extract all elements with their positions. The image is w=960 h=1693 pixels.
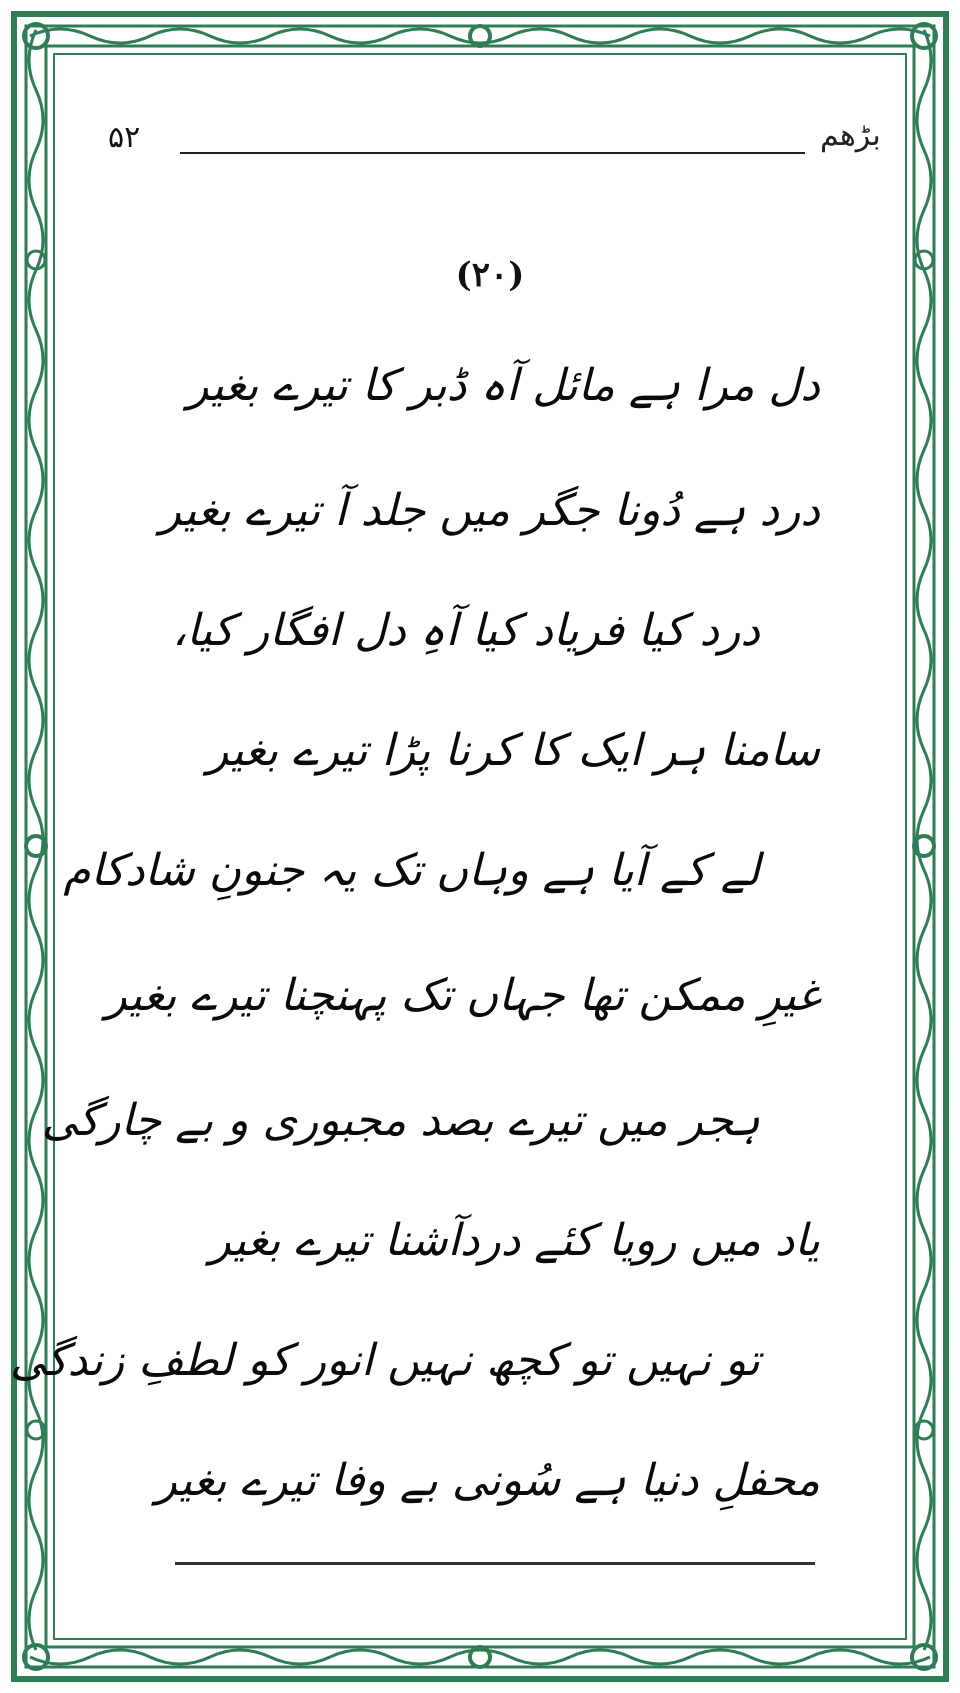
- verse-line-6: غیرِ ممکن تھا جہاں تک پہنچنا تیرے بغیر: [105, 970, 820, 1021]
- page-number: ۵۲: [108, 120, 141, 155]
- poem-number: (۲۰): [455, 255, 525, 295]
- footer-rule: [175, 1562, 815, 1565]
- verse-line-9: تو نہیں تو کچھ نہیں انور کو لطفِ زندگی: [10, 1335, 760, 1386]
- verse-line-4: سامنا ہر ایک کا کرنا پڑا تیرے بغیر: [207, 725, 820, 776]
- verse-line-2: درد ہے دُونا جگر میں جلد آ تیرے بغیر: [159, 485, 820, 536]
- verse-line-3: درد کیا فریاد کیا آہِ دل افگار کیا،: [172, 605, 760, 656]
- book-title: بڑھم: [820, 118, 881, 153]
- verse-line-10: محفلِ دنیا ہے سُونی بے وفا تیرے بغیر: [155, 1455, 820, 1506]
- verse-line-7: ہجر میں تیرے بصد مجبوری و بے چارگی: [41, 1095, 760, 1146]
- header-rule: [180, 152, 805, 154]
- verse-line-1: دل مرا ہے مائل آہ ڈبر کا تیرے بغیر: [187, 360, 820, 411]
- verse-line-5: لے کے آیا ہے وہاں تک یہ جنونِ شادکام: [63, 845, 760, 896]
- verse-line-8: یاد میں رویا کئے دردآشنا تیرے بغیر: [209, 1215, 820, 1266]
